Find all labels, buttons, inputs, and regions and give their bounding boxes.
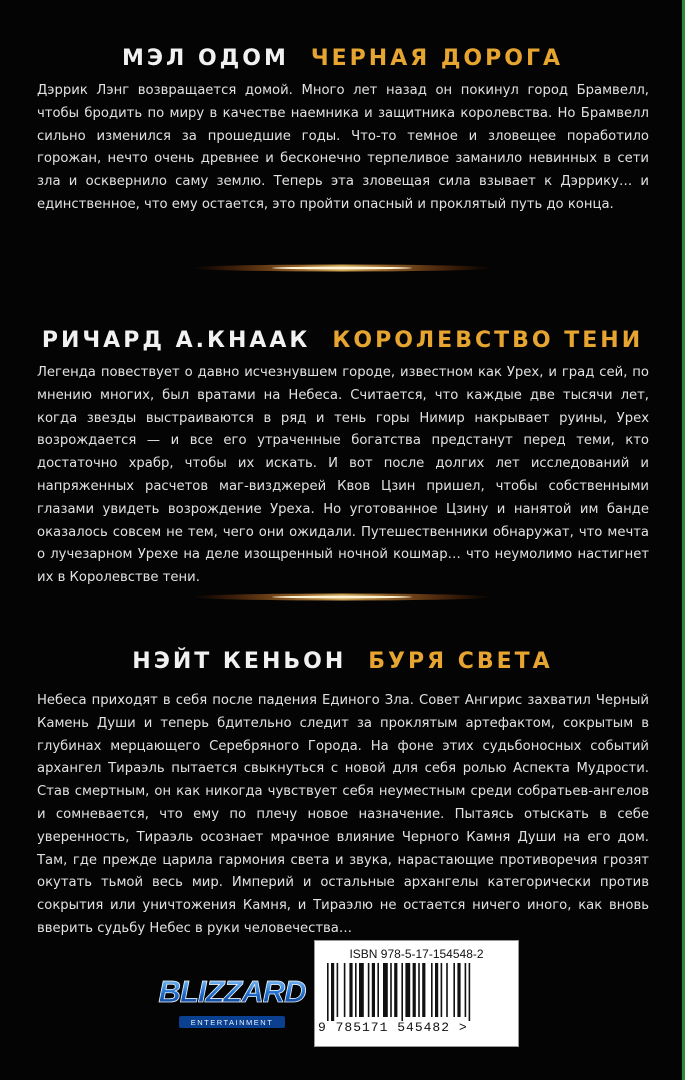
section-heading-2 (0, 328, 685, 353)
author-name: РИЧАРД А.КНААК (41, 328, 311, 353)
logo-wordmark: BLIZZARD (158, 974, 306, 1009)
book-title: БУРЯ СВЕТА (368, 649, 553, 674)
logo-subtitle: ENTERTAINMENT (190, 1018, 274, 1027)
section-heading-1 (0, 46, 685, 71)
isbn-barcode (314, 940, 519, 1047)
barcode-digits: 9 785171 545482 > (318, 1020, 468, 1035)
author-name: НЭЙТ КЕНЬОН (132, 649, 347, 674)
section-heading-3 (0, 649, 685, 674)
ember-divider (192, 262, 492, 274)
isbn-label: ISBN 978-5-17-154548-2 (349, 947, 484, 961)
book-title: КОРОЛЕВСТВО ТЕНИ (332, 328, 644, 353)
ember-divider (192, 591, 492, 603)
book-description: Легенда повествует о давно исчезнувшем городе, известном как Урех, и град сей, по мнению многих, был вратами на Небеса. Считается, что каждые две тысячи лет, когда звезды выстраиваются в ряд и тень горы Нимир накрывает руины, Урех возрождается — и все его утраченные богатства предстанут перед теми, кто достаточно храбр, чтобы их искать. И вот после долгих лет исследований и напряженных расчетов маг-визджерей Квов Цзин пришел, чтобы собственными глазами увидеть возрождение Уреха. Но уготованное Цзину и нанятой им банде оказалось совсем не тем, чего они ожидали. Путешественники обнаружат, что мечта о лучезарном Урехе на деле изощренный ночной кошмар… что неумолимо настигнет их в Королевстве тени. (37, 365, 649, 586)
book-description: Дэррик Лэнг возвращается домой. Много лет назад он покинул город Брамвелл, чтобы бродить по миру в качестве наемника и защитника королевства. Но Брамвелл сильно изменился за прошедшие годы. Что-то темное и зловещее поработило горожан, нечто очень древнее и бесконечно терпеливое заманило невинных в сети зла и осквернило саму землю. Теперь эта зловещая сила взывает к Дэррику… и единственное, что ему остается, это пройти опасный и проклятый путь до конца. (37, 83, 649, 212)
author-name: МЭЛ ОДОМ (121, 46, 289, 71)
book-description: Небеса приходят в себя после падения Единого Зла. Совет Ангирис захватил Черный Камень Души и теперь бдительно следит за проклятым артефактом, сокрытым в глубинах мерцающего Серебряного Города. На фоне этих судьбоносных событий архангел Тираэль пытается свыкнуться с новой для себя ролью Аспекта Мудрости. Став смертным, он как никогда чувствует себя неуместным среди собратьев-ангелов и сомневается, что ему по плечу новое назначение. Пытаясь отыскать в себе уверенность, Тираэль осознает мрачное влияние Черного Камня Души на его дом. Там, где прежде царила гармония света и звука, нарастающие противоречия грозят окутать тьмой весь мир. Империй и остальные архангелы категорически против сокрытия или уничтожения Камня, и Тираэлю не остается ничего иного, как вновь вверить судьбу Небес в руки человечества… (37, 693, 649, 936)
blizzard-logo (158, 958, 306, 1040)
book-title: ЧЕРНАЯ ДОРОГА (310, 46, 563, 71)
barcode-bars (327, 963, 507, 1021)
